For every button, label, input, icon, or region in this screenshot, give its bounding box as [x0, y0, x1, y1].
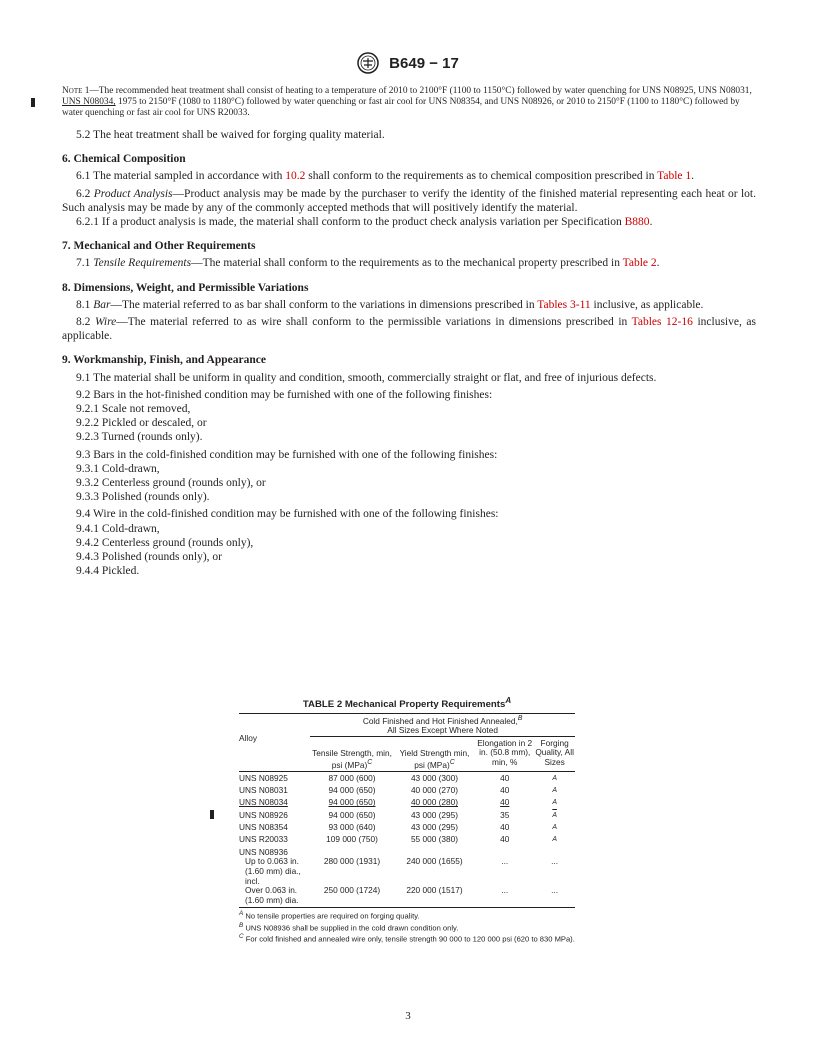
text: . [691, 170, 695, 183]
italic-term: Bar [93, 298, 111, 311]
para-9: 9.3.1 Cold-drawn, [76, 462, 160, 475]
footnote [239, 910, 575, 921]
section-heading: 9. Workmanship, Finish, and Appearance [62, 354, 266, 367]
col-tensile [310, 736, 393, 771]
text: inclusive, as applicable. [62, 316, 756, 343]
col-yield [394, 736, 475, 771]
text: . [649, 216, 653, 229]
astm-logo-icon [357, 52, 379, 74]
table-row [239, 835, 575, 847]
group-header-text: Cold Finished and Hot Finished Annealed, [362, 715, 518, 726]
note-underlined: UNS N08034, [62, 97, 116, 107]
cell-tensile: 93 000 (640) [328, 822, 376, 833]
link-table-1[interactable]: Table 1 [657, 170, 692, 183]
cell-tensile: 94 000 (650) [328, 797, 376, 808]
link-tables-3-11[interactable]: Tables 3-11 [537, 298, 591, 311]
text: —The material shall conform to the requirements as to the mechanical property prescribed in [191, 257, 623, 270]
text: . [656, 257, 660, 270]
col-elongation: Elongation in 2 in. (50.8 mm), min, % [477, 737, 533, 767]
footnote-mark: B [517, 714, 523, 722]
cell-elongation: 35 [500, 809, 510, 820]
footnote [239, 922, 575, 933]
cell-elongation: 40 [475, 771, 534, 786]
text: 6.1 The material sampled in accordance with [76, 170, 286, 183]
para-8-1 [62, 298, 756, 312]
text: —The material referred to as bar shall conform to the variations in dimensions prescribed in [110, 298, 538, 311]
text: 7.1 [76, 257, 94, 270]
footnote-mark: C [449, 759, 455, 767]
para-9: 9.4.4 Pickled. [76, 565, 140, 578]
cell-elongation: 40 [500, 797, 510, 808]
col-header-text: Yield Strength min, psi (MPa) [399, 747, 470, 771]
cell-elongation: ... [501, 856, 509, 867]
text: 6.2.1 If a product analysis is made, the material shall conform to the product check analysis variation per Specification [76, 216, 625, 229]
text: shall conform to the requirements as to chemical composition prescribed in [305, 170, 658, 183]
col-forging: Forging Quality, All Sizes [535, 737, 574, 767]
para-6-2-1 [62, 215, 756, 229]
page-number: 3 [405, 1010, 411, 1022]
change-bar [31, 98, 35, 107]
cell-forging: A [552, 787, 557, 795]
para-6-2 [62, 187, 756, 215]
cell-forging: A [552, 824, 557, 832]
cell-alloy-sub: Up to 0.063 in. (1.60 mm) dia., incl. [245, 856, 301, 886]
col-alloy: Alloy [239, 713, 310, 771]
table-title [239, 696, 575, 710]
para-9: 9.2 Bars in the hot-finished condition may be furnished with one of the following finishes: [76, 388, 493, 401]
cell-alloy: UNS R20033 [239, 834, 288, 845]
para-9: 9.4.2 Centerless ground (rounds only), [76, 536, 254, 549]
cell-elongation: 40 [500, 785, 510, 796]
text: 8.2 [76, 316, 95, 329]
footnote-mark: C [239, 933, 244, 941]
footnote-mark: B [239, 921, 244, 929]
table-2 [239, 696, 575, 944]
text: 8.1 [76, 298, 94, 311]
para-9: 9.2.1 Scale not removed, [76, 403, 191, 416]
para-9: 9.4.3 Polished (rounds only), or [76, 551, 222, 564]
table-footnotes [239, 910, 575, 944]
cell-yield: 40 000 (280) [410, 797, 458, 808]
cell-alloy: UNS N08031 [239, 785, 288, 796]
table-row [239, 798, 575, 810]
para-5-2: 5.2 The heat treatment shall be waived for forging quality material. [76, 129, 385, 141]
cell-alloy: UNS N08354 [239, 822, 288, 833]
col-header-text: Tensile Strength, min, psi (MPa) [312, 747, 392, 771]
cell-elongation: 40 [500, 834, 510, 845]
note-1 [62, 86, 756, 119]
para-9: 9.3.3 Polished (rounds only). [76, 491, 210, 504]
cell-yield: 220 000 (1517) [394, 886, 475, 908]
cell-alloy-sub: Over 0.063 in. (1.60 mm) dia. [239, 886, 310, 908]
designation: B649 − 17 [389, 54, 459, 72]
text: inclusive, as applicable. [590, 298, 704, 311]
cell-alloy: UNS N08936 [239, 846, 288, 857]
cell-alloy: UNS N08925 [239, 771, 310, 786]
table-row [239, 886, 575, 908]
cell-tensile: 250 000 (1724) [310, 886, 393, 908]
para-9: 9.2.2 Pickled or descaled, or [76, 417, 207, 430]
para-7-1 [62, 256, 756, 270]
cell-forging: A [552, 799, 557, 807]
link-b880[interactable]: B880 [624, 216, 650, 229]
note-number: 1 [84, 86, 90, 96]
cell-tensile: 94 000 (650) [328, 785, 376, 796]
italic-term: Wire [94, 316, 117, 329]
text: 6.2 [76, 187, 94, 200]
cell-alloy: UNS N08034 [239, 797, 288, 808]
group-header [310, 713, 575, 736]
cell-tensile: 87 000 (600) [310, 771, 393, 786]
cell-tensile: 280 000 (1931) [323, 856, 381, 867]
note-label: Note [62, 86, 83, 96]
page-header [0, 52, 816, 74]
para-6-1 [62, 169, 756, 183]
cell-elongation: ... [475, 886, 534, 908]
table-row [239, 811, 575, 823]
table-row [239, 857, 575, 886]
cell-tensile: 109 000 (750) [326, 834, 378, 845]
change-bar [210, 810, 214, 819]
cell-forging: A [552, 811, 557, 819]
para-8-2 [62, 315, 756, 343]
document-body [62, 128, 756, 578]
cell-yield: 240 000 (1655) [406, 856, 463, 867]
link-table-2[interactable]: Table 2 [622, 257, 657, 270]
footnote-mark: A [239, 910, 244, 918]
group-header-text: All Sizes Except Where Noted [387, 725, 498, 736]
footnote-text: No tensile properties are required on forging quality. [243, 911, 420, 921]
link-10-2[interactable]: 10.2 [285, 170, 306, 183]
cell-tensile: 94 000 (650) [328, 809, 376, 820]
note-text: 1975 to 2150°F (1080 to 1180°C) followed by water quenching or fast air cool for UNS N08354, and UNS N08926, or 2010 to 2150°F (1100 to 1180°C) followed by water quenching or fast air cool for UNS R20033. [62, 97, 740, 118]
cell-forging: A [552, 774, 557, 782]
table-row [239, 771, 575, 786]
para-9: 9.2.3 Turned (rounds only). [76, 431, 203, 444]
cell-alloy: UNS N08926 [239, 809, 288, 820]
table-row [239, 786, 575, 798]
italic-term: Tensile Requirements [93, 257, 192, 270]
note-text: —The recommended heat treatment shall consist of heating to a temperature of 2010 to 2100°F (1100 to 1150°C) followed by water quenching for UNS N08925, UNS N08031, [89, 86, 752, 96]
section-heading: 6. Chemical Composition [62, 153, 186, 166]
cell-yield: 40 000 (270) [410, 785, 458, 796]
para-9: 9.3 Bars in the cold-finished condition may be furnished with one of the following finishes: [76, 448, 498, 461]
footnote-mark: A [505, 696, 512, 705]
para-9: 9.3.2 Centerless ground (rounds only), or [76, 477, 266, 490]
cell-yield: 43 000 (295) [410, 822, 458, 833]
cell-forging: A [552, 836, 557, 844]
footnote-text: UNS N08936 shall be supplied in the cold drawn condition only. [243, 923, 459, 933]
table-row [239, 823, 575, 835]
section-heading: 7. Mechanical and Other Requirements [62, 240, 256, 253]
para-9: 9.4 Wire in the cold-finished condition may be furnished with one of the following finishes: [76, 508, 499, 521]
text: —Product analysis may be made by the purchaser to verify the identity of the finished material representing each heat or lot. Such analysis may be made by any of the commonly accepted methods that will positively identify the material. [62, 187, 757, 214]
italic-term: Product Analysis [93, 187, 173, 200]
section-heading: 8. Dimensions, Weight, and Permissible Variations [62, 281, 309, 294]
table-title-text: TABLE 2 Mechanical Property Requirements [302, 699, 506, 711]
footnote-text: For cold finished and annealed wire only, tensile strength 90 000 to 120 000 psi (620 to 830 MPa). [243, 934, 575, 944]
cell-yield: 43 000 (295) [410, 809, 458, 820]
cell-yield: 43 000 (300) [394, 771, 475, 786]
text: —The material referred to as wire shall conform to the permissible variations in dimensions prescribed in [116, 316, 632, 329]
para-9: 9.4.1 Cold-drawn, [76, 522, 160, 535]
footnote [239, 933, 575, 944]
cell-forging: ... [534, 886, 575, 908]
cell-yield: 55 000 (380) [410, 834, 458, 845]
footnote-mark: C [367, 759, 373, 767]
cell-elongation: 40 [500, 822, 510, 833]
cell-forging: ... [551, 856, 559, 867]
link-tables-12-16[interactable]: Tables 12-16 [631, 316, 693, 329]
para-9: 9.1 The material shall be uniform in quality and condition, smooth, commercially straight or flat, and free of injurious defects. [76, 371, 657, 384]
